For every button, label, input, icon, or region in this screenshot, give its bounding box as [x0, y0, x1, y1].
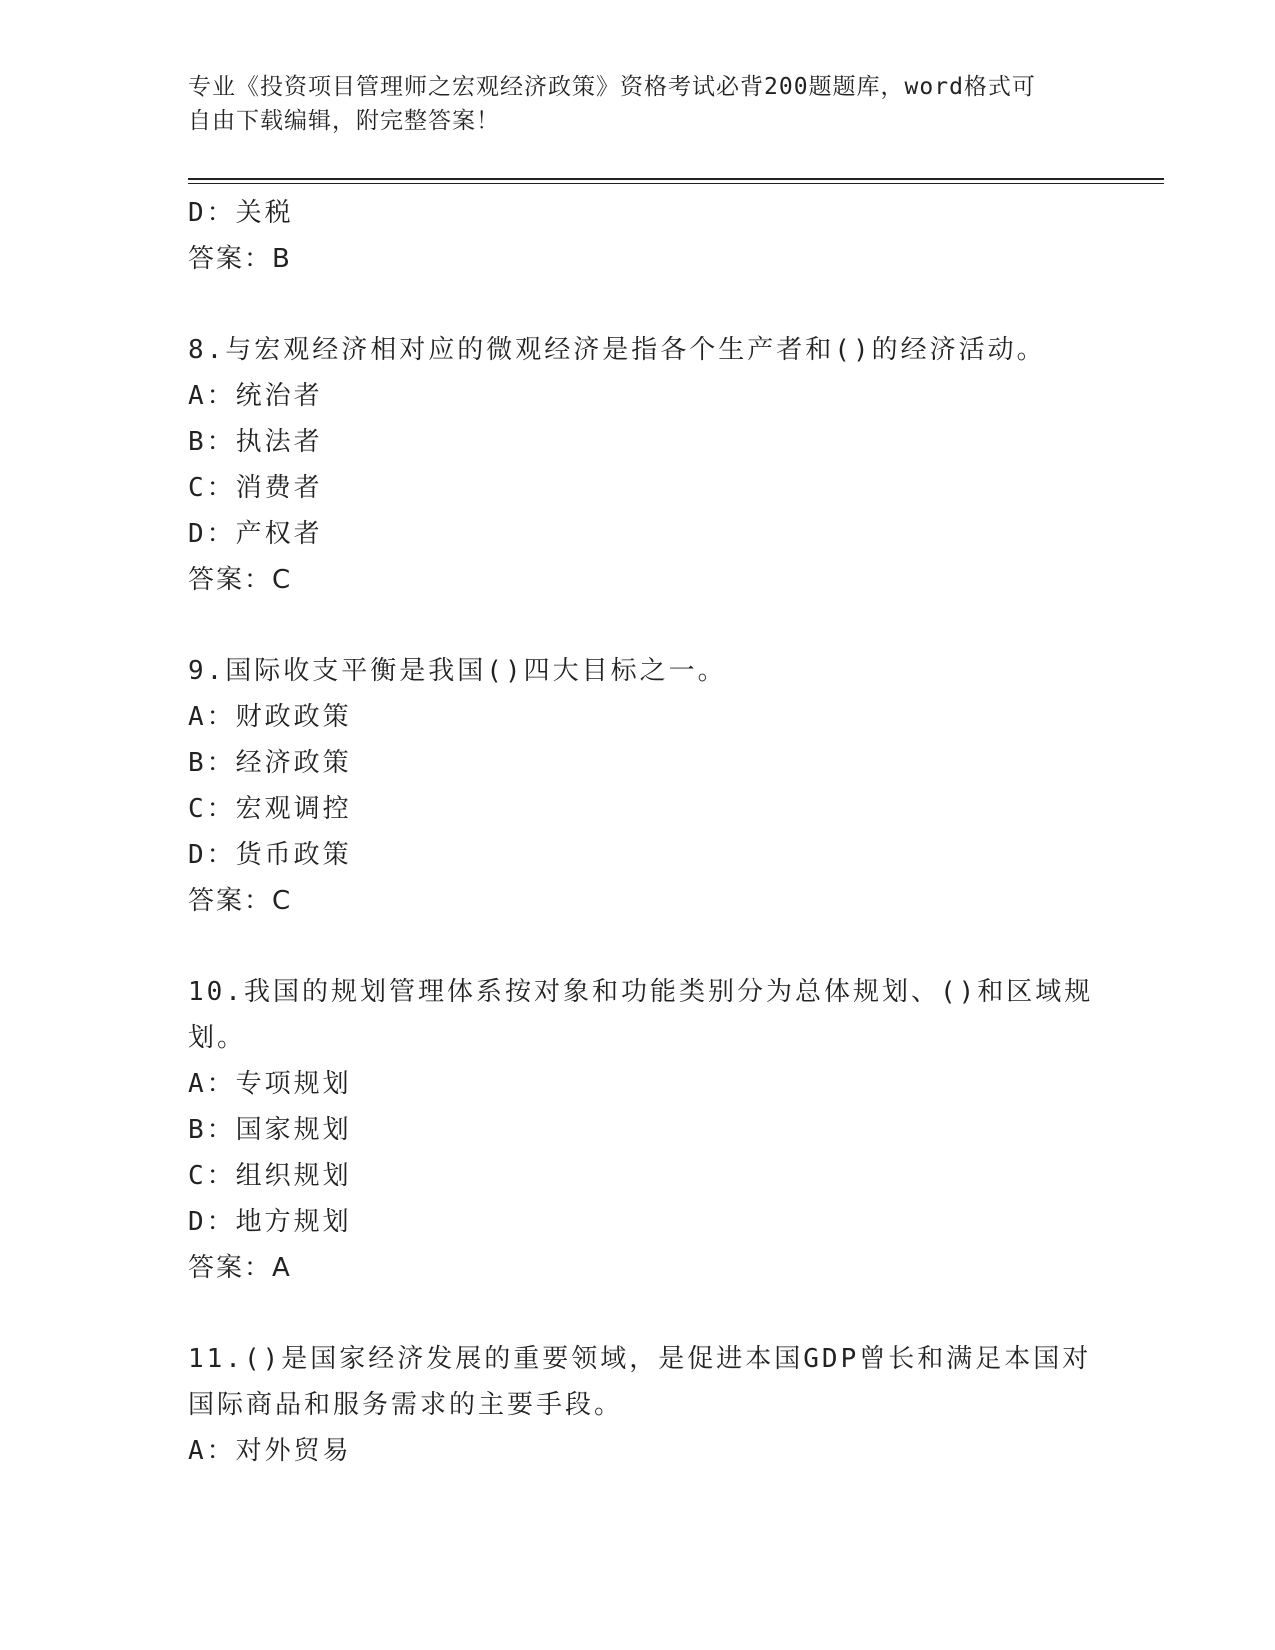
question-stem-line-2: 国际商品和服务需求的主要手段。	[188, 1390, 624, 1420]
option-b: B：执法者	[188, 427, 323, 457]
question-stem-line-2: 划。	[188, 1023, 247, 1053]
answer: 答案：C	[188, 886, 293, 916]
option-d: D：地方规划	[188, 1207, 352, 1237]
document-body	[188, 190, 1094, 1474]
option-a: A：对外贸易	[188, 1436, 352, 1466]
option-b: B：经济政策	[188, 748, 352, 778]
header-divider	[188, 178, 1164, 184]
question-10	[188, 969, 1094, 1291]
question-11	[188, 1336, 1092, 1474]
question-stem-line-1: 10.我国的规划管理体系按对象和功能类别分为总体规划、()和区域规	[188, 977, 1094, 1007]
question-9	[188, 648, 1088, 924]
question-stem-line-1: 11.()是国家经济发展的重要领域，是促进本国GDP曾长和满足本国对	[188, 1344, 1092, 1374]
option-c: C：组织规划	[188, 1161, 352, 1191]
answer: 答案：A	[188, 1253, 292, 1283]
header-line-1: 专业《投资项目管理师之宏观经济政策》资格考试必背200题题库，word格式可	[188, 74, 1036, 100]
question-8	[188, 327, 1088, 603]
question-stem: 8.与宏观经济相对应的微观经济是指各个生产者和()的经济活动。	[188, 335, 1046, 365]
page-header	[188, 70, 1088, 138]
option-d: D：货币政策	[188, 840, 352, 870]
option-a: A：专项规划	[188, 1069, 352, 1099]
question-stem: 9.国际收支平衡是我国()四大目标之一。	[188, 656, 727, 686]
answer: 答案：C	[188, 565, 293, 595]
header-line-2: 自由下载编辑，附完整答案！	[188, 108, 500, 134]
option-b: B：国家规划	[188, 1115, 352, 1145]
option-c: C：消费者	[188, 473, 323, 503]
option-a: A：统治者	[188, 381, 323, 411]
question-fragment	[188, 190, 1088, 282]
answer: 答案：B	[188, 244, 292, 274]
option-a: A：财政政策	[188, 702, 352, 732]
option-d: D：产权者	[188, 519, 323, 549]
option-c: C：宏观调控	[188, 794, 352, 824]
option-d: D：关税	[188, 198, 294, 228]
